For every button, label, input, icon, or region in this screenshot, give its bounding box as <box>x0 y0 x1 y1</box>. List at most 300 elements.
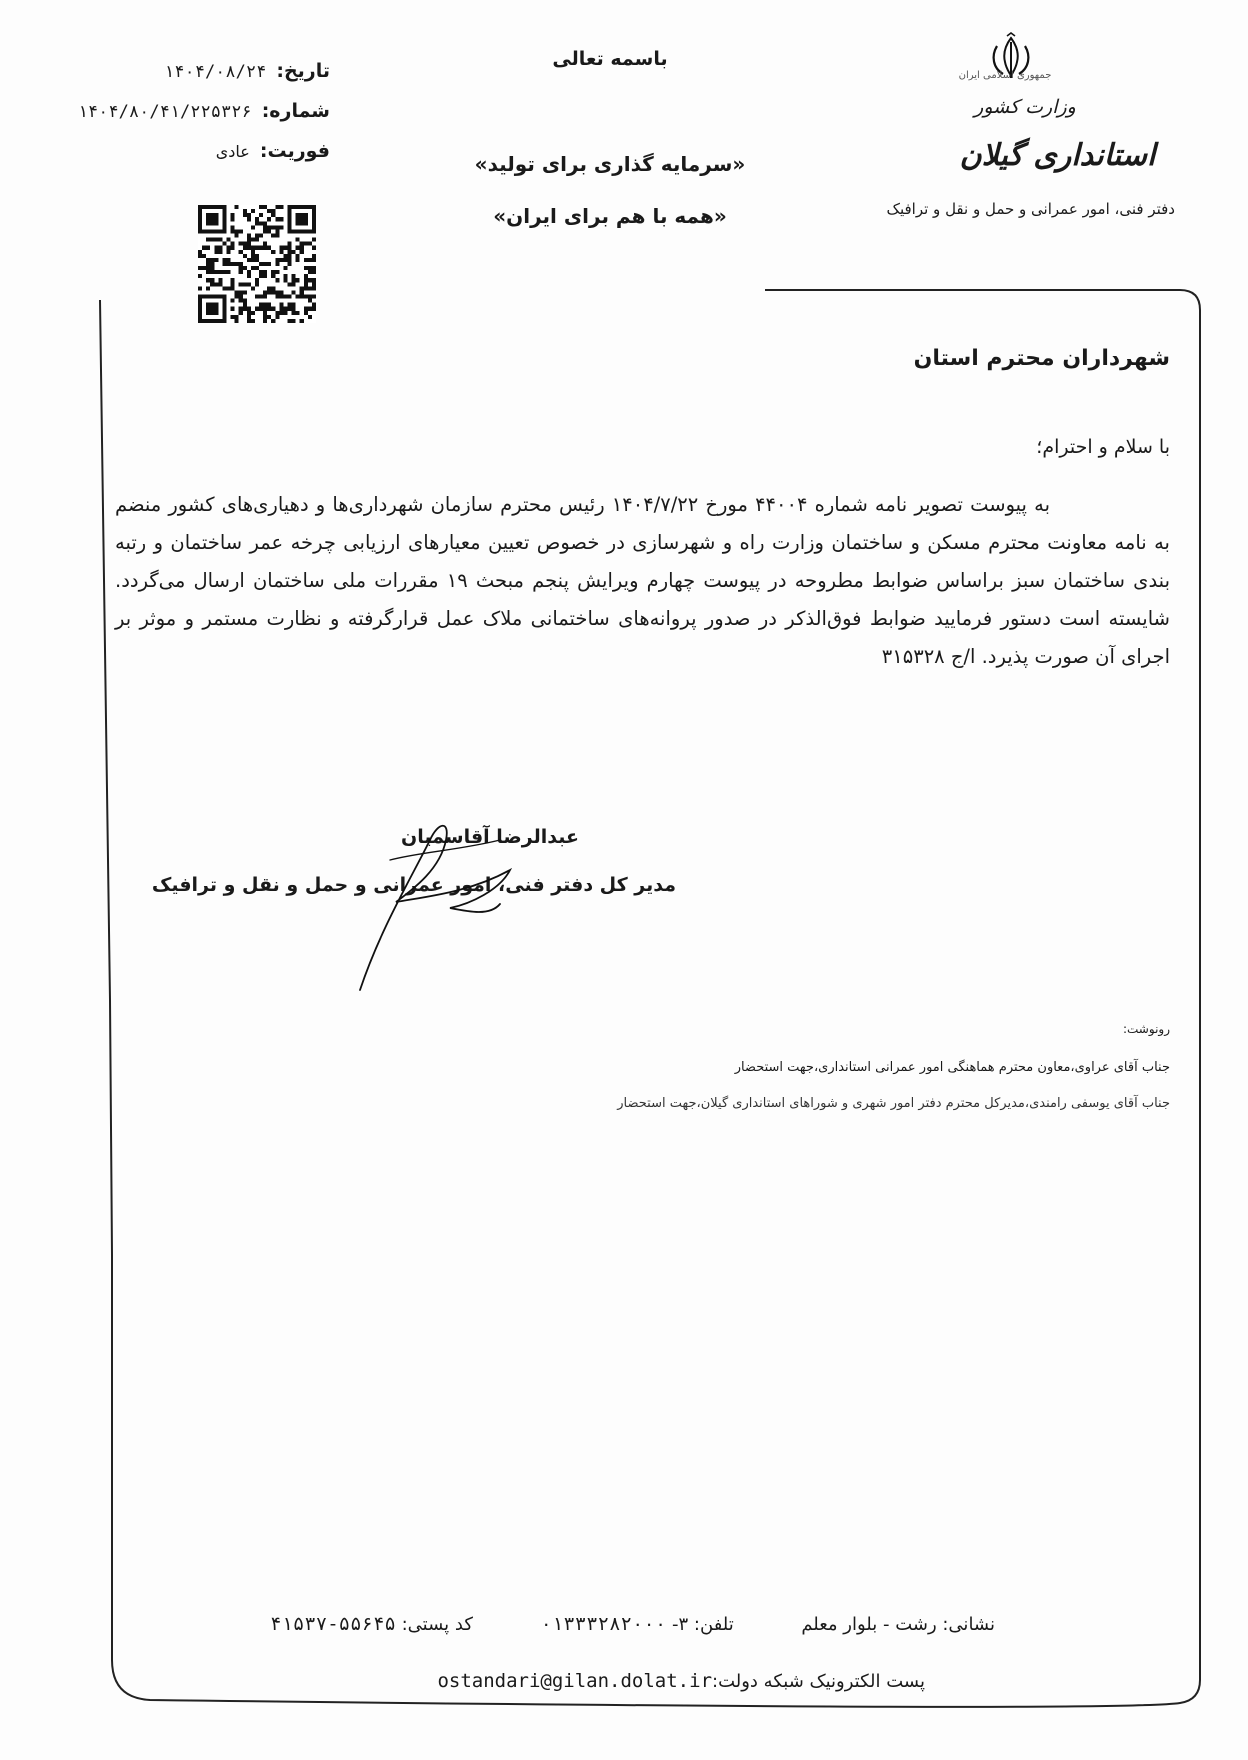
qr-module <box>243 299 247 303</box>
qr-module <box>300 246 304 250</box>
qr-module <box>271 307 275 311</box>
qr-module <box>231 242 235 246</box>
email-label: پست الکترونیک شبکه دولت: <box>712 1671 925 1692</box>
qr-module <box>271 290 275 294</box>
qr-module <box>308 242 312 246</box>
qr-module <box>279 258 283 262</box>
qr-module <box>308 266 312 270</box>
qr-module <box>259 233 263 237</box>
qr-module <box>251 246 255 250</box>
handwritten-signature <box>300 800 560 1000</box>
qr-module <box>312 266 316 270</box>
qr-module <box>231 262 235 266</box>
qr-module <box>239 262 243 266</box>
qr-module <box>247 213 251 217</box>
qr-module <box>210 278 214 282</box>
qr-module <box>296 278 300 282</box>
qr-module <box>279 307 283 311</box>
qr-module <box>243 290 247 294</box>
footer-address-row <box>270 1613 995 1635</box>
qr-module <box>304 311 308 315</box>
qr-module <box>214 270 218 274</box>
qr-module <box>296 246 300 250</box>
qr-module <box>243 209 247 213</box>
qr-module <box>275 205 279 209</box>
qr-module <box>206 258 210 262</box>
qr-module <box>292 250 296 254</box>
qr-module <box>263 311 267 315</box>
number-value: ۱۴۰۴/۸۰/۴۱/۲۲۵۳۲۶ <box>77 102 252 122</box>
qr-module <box>259 262 263 266</box>
qr-module <box>259 213 263 217</box>
cc-label: رونوشت: <box>1122 1022 1170 1036</box>
qr-module <box>235 319 239 323</box>
qr-module <box>267 262 271 266</box>
qr-module <box>251 225 255 229</box>
slogan-production: «سرمایه گذاری برای تولید» <box>474 152 746 176</box>
qr-module <box>279 225 283 229</box>
qr-module <box>279 303 283 307</box>
qr-module <box>231 217 235 221</box>
qr-code-icon <box>198 205 316 323</box>
qr-module <box>267 229 271 233</box>
qr-module <box>255 254 259 258</box>
qr-module <box>263 242 267 246</box>
qr-module <box>214 238 218 242</box>
qr-module <box>312 254 316 258</box>
qr-module <box>247 258 251 262</box>
qr-module <box>251 250 255 254</box>
qr-module <box>283 311 287 315</box>
qr-module <box>300 290 304 294</box>
qr-module <box>218 278 222 282</box>
qr-module <box>263 274 267 278</box>
priority-label: فوریت: <box>259 140 330 162</box>
qr-module <box>235 262 239 266</box>
qr-module <box>206 246 210 250</box>
qr-module <box>218 238 222 242</box>
qr-module <box>255 217 259 221</box>
qr-module <box>247 217 251 221</box>
qr-module <box>214 258 218 262</box>
qr-module <box>231 229 235 233</box>
qr-module <box>226 286 230 290</box>
qr-module <box>243 242 247 246</box>
qr-module <box>288 242 292 246</box>
qr-module <box>231 299 235 303</box>
address: نشانی: رشت - بلوار معلم <box>801 1614 995 1635</box>
priority-value: عادی <box>215 142 250 161</box>
qr-module <box>231 278 235 282</box>
qr-module <box>288 282 292 286</box>
qr-module <box>255 278 259 282</box>
qr-module <box>267 290 271 294</box>
qr-module <box>206 238 210 242</box>
qr-module <box>312 303 316 307</box>
qr-module <box>267 225 271 229</box>
qr-module <box>226 250 230 254</box>
qr-module <box>214 282 218 286</box>
qr-module <box>263 262 267 266</box>
qr-module <box>255 246 259 250</box>
qr-module <box>259 246 263 250</box>
qr-module <box>308 278 312 282</box>
qr-module <box>226 246 230 250</box>
qr-module <box>255 233 259 237</box>
qr-module <box>222 270 226 274</box>
qr-module <box>304 307 308 311</box>
qr-module <box>275 229 279 233</box>
qr-module <box>292 319 296 323</box>
qr-module <box>243 282 247 286</box>
qr-module <box>255 266 259 270</box>
qr-module <box>202 246 206 250</box>
qr-module <box>271 250 275 254</box>
qr-module <box>231 213 235 217</box>
qr-module <box>296 311 300 315</box>
qr-module <box>308 258 312 262</box>
qr-module <box>259 307 263 311</box>
qr-module <box>251 286 255 290</box>
qr-module <box>275 311 279 315</box>
qr-module <box>263 307 267 311</box>
qr-module <box>222 242 226 246</box>
qr-module <box>226 238 230 242</box>
qr-module <box>210 282 214 286</box>
qr-module <box>251 319 255 323</box>
qr-module <box>247 238 251 242</box>
qr-module <box>263 315 267 319</box>
qr-module <box>300 286 304 290</box>
qr-module <box>312 270 316 274</box>
qr-module <box>259 303 263 307</box>
qr-module <box>271 286 275 290</box>
qr-module <box>214 246 218 250</box>
qr-module <box>255 221 259 225</box>
qr-module <box>283 246 287 250</box>
qr-module <box>259 270 263 274</box>
qr-module <box>263 221 267 225</box>
qr-module <box>247 315 251 319</box>
qr-module <box>218 246 222 250</box>
date-label: تاریخ: <box>276 60 330 82</box>
qr-module <box>271 209 275 213</box>
number-row <box>60 100 330 140</box>
qr-module <box>312 238 316 242</box>
qr-module <box>243 246 247 250</box>
qr-module <box>239 270 243 274</box>
qr-module <box>288 254 292 258</box>
qr-module <box>210 238 214 242</box>
qr-module <box>279 290 283 294</box>
qr-module <box>206 266 210 270</box>
qr-module <box>235 229 239 233</box>
qr-module <box>308 295 312 299</box>
cc-item: جناب آقای یوسفی رامندی،مدیرکل محترم دفتر امور شهری و شوراهای استانداری گیلان،جهت استحضار <box>617 1096 1170 1111</box>
qr-module <box>288 319 292 323</box>
qr-module <box>218 270 222 274</box>
recipient: شهرداران محترم استان <box>913 346 1170 371</box>
qr-module <box>255 307 259 311</box>
qr-module <box>235 295 239 299</box>
qr-module <box>251 209 255 213</box>
qr-module <box>288 303 292 307</box>
postal-value: ۴۱۵۳۷-۵۵۶۴۵ <box>270 1613 396 1635</box>
qr-module <box>247 233 251 237</box>
qr-module <box>251 311 255 315</box>
qr-module <box>271 319 275 323</box>
qr-module <box>206 213 218 225</box>
qr-module <box>263 295 267 299</box>
qr-module <box>304 286 308 290</box>
org-small-line: جمهوری اسلامی ایران <box>958 70 1052 81</box>
qr-module <box>198 254 202 258</box>
priority-row <box>60 140 330 180</box>
qr-module <box>275 262 279 266</box>
qr-module <box>243 213 247 217</box>
postal-label: کد پستی: <box>401 1614 473 1635</box>
qr-module <box>267 307 271 311</box>
signer-name: عبدالرضا آقاسمیان <box>401 826 579 848</box>
signer-title: مدیر کل دفتر فنی، امور عمرانی و حمل و نقل و ترافیک <box>151 874 676 896</box>
phone-label: تلفن: ۳- <box>672 1614 734 1635</box>
qr-module <box>239 229 243 233</box>
qr-module <box>292 290 296 294</box>
qr-module <box>283 307 287 311</box>
qr-module <box>198 250 202 254</box>
qr-module <box>288 307 292 311</box>
qr-module <box>255 238 259 242</box>
qr-module <box>251 266 255 270</box>
qr-module <box>300 319 304 323</box>
qr-module <box>263 225 267 229</box>
organization-name: استانداری گیلان <box>959 138 1156 173</box>
qr-module <box>206 262 210 266</box>
number-label: شماره: <box>261 100 330 122</box>
qr-module <box>259 274 263 278</box>
qr-module <box>235 315 239 319</box>
qr-module <box>247 246 251 250</box>
qr-module <box>247 242 251 246</box>
qr-module <box>275 295 279 299</box>
qr-module <box>279 217 283 221</box>
qr-module <box>231 286 235 290</box>
qr-module <box>288 262 292 266</box>
qr-module <box>283 295 287 299</box>
qr-module <box>206 270 210 274</box>
qr-module <box>259 221 263 225</box>
qr-module <box>263 319 267 323</box>
date-row <box>60 60 330 100</box>
qr-module <box>243 254 247 258</box>
qr-module <box>283 274 287 278</box>
qr-module <box>247 307 251 311</box>
qr-module <box>239 311 243 315</box>
qr-module <box>312 295 316 299</box>
qr-module <box>300 295 304 299</box>
qr-module <box>210 266 214 270</box>
qr-module <box>304 258 308 262</box>
qr-module <box>255 295 259 299</box>
qr-module <box>239 250 243 254</box>
qr-module <box>288 295 292 299</box>
qr-module <box>231 315 235 319</box>
cc-item: جناب آقای عراوی،معاون محترم هماهنگی امور عمرانی استانداری،جهت استحضار <box>734 1060 1170 1075</box>
qr-module <box>288 250 292 254</box>
qr-module <box>312 278 316 282</box>
qr-module <box>279 205 283 209</box>
qr-module <box>275 217 279 221</box>
qr-module <box>235 290 239 294</box>
qr-module <box>292 303 296 307</box>
qr-module <box>263 205 267 209</box>
slogan-unity: «همه با هم برای ایران» <box>493 204 727 228</box>
department-name: دفتر فنی، امور عمرانی و حمل و نقل و ترافیک <box>886 200 1175 218</box>
qr-module <box>304 266 308 270</box>
qr-module <box>239 282 243 286</box>
qr-module <box>226 258 230 262</box>
basmala: باسمه تعالی <box>552 48 668 70</box>
qr-module <box>275 225 279 229</box>
qr-module <box>275 315 279 319</box>
qr-module <box>312 246 316 250</box>
date-value: ۱۴۰۴/۰۸/۲۴ <box>164 62 267 82</box>
qr-module <box>283 266 287 270</box>
qr-module <box>263 246 267 250</box>
qr-module <box>304 278 308 282</box>
qr-module <box>288 246 292 250</box>
qr-module <box>304 274 308 278</box>
qr-module <box>239 299 243 303</box>
qr-module <box>267 303 271 307</box>
qr-module <box>243 266 247 270</box>
qr-module <box>279 250 283 254</box>
phone-value: ۰۱۳۳۳۲۸۲۰۰۰ <box>540 1613 667 1635</box>
qr-module <box>279 295 283 299</box>
qr-module <box>296 254 300 258</box>
qr-module <box>271 270 275 274</box>
qr-module <box>198 274 202 278</box>
qr-module <box>275 290 279 294</box>
qr-module <box>202 254 206 258</box>
qr-module <box>210 270 214 274</box>
qr-module <box>202 266 206 270</box>
postal-code <box>270 1613 473 1635</box>
qr-module <box>239 266 243 270</box>
qr-module <box>292 311 296 315</box>
qr-module <box>296 295 300 299</box>
qr-module <box>308 299 312 303</box>
qr-module <box>312 282 316 286</box>
qr-module <box>247 274 251 278</box>
qr-module <box>206 286 210 290</box>
phone <box>540 1613 733 1635</box>
qr-module <box>206 303 218 315</box>
qr-module <box>231 246 235 250</box>
qr-module <box>283 278 287 282</box>
qr-module <box>255 282 259 286</box>
qr-module <box>300 250 304 254</box>
qr-module <box>247 319 251 323</box>
qr-module <box>247 282 251 286</box>
footer-email-row <box>410 1670 925 1692</box>
qr-module <box>292 274 296 278</box>
qr-module <box>304 282 308 286</box>
qr-module <box>222 262 226 266</box>
qr-module <box>288 258 292 262</box>
qr-module <box>304 242 308 246</box>
qr-module <box>231 225 235 229</box>
qr-module <box>312 258 316 262</box>
qr-module <box>251 258 255 262</box>
qr-module <box>243 303 247 307</box>
qr-module <box>263 290 267 294</box>
qr-module <box>210 262 214 266</box>
qr-module <box>304 295 308 299</box>
qr-module <box>267 315 271 319</box>
qr-module <box>267 209 271 213</box>
qr-module <box>267 217 271 221</box>
letter-body: به پیوست تصویر نامه شماره ۴۴۰۰۴ مورخ ۱۴۰۴/۷/۲۲ رئیس محترم سازمان شهرداری‌ها و دهیاری‌های کشور منضم به نامه معاونت محترم مسکن و ساختمان وزارت راه و شهرسازی در خصوص تعیین معیارهای ارزیابی چرخه عمر ساختمان و رتبه بندی ساختمان سبز براساس ضوابط مطروحه در پیوست چهارم ویرایش پنجم مبحث ۱۹ مقررات ملی ساختمان ارسال می‌گردد. شایسته است دستور فرمایید ضوابط فوق‌الذکر در صدور پروانه‌های ساختمانی ملاک عمل قرارگرفته و نظارت مستمر و موثر بر اجرای آن صورت پذیرد. ا/ج ۳۱۵۳۲۸ <box>115 493 1170 668</box>
qr-module <box>206 278 210 282</box>
qr-module <box>210 258 214 262</box>
qr-module <box>226 262 230 266</box>
qr-module <box>267 246 271 250</box>
qr-module <box>271 233 275 237</box>
qr-module <box>251 254 255 258</box>
qr-module <box>296 238 300 242</box>
qr-module <box>296 213 308 225</box>
qr-module <box>267 286 271 290</box>
qr-module <box>275 278 279 282</box>
qr-module <box>247 311 251 315</box>
qr-module <box>271 225 275 229</box>
qr-module <box>292 282 296 286</box>
qr-module <box>312 307 316 311</box>
qr-module <box>222 258 226 262</box>
qr-module <box>292 307 296 311</box>
qr-module <box>263 270 267 274</box>
qr-module <box>239 290 243 294</box>
qr-module <box>292 278 296 282</box>
qr-module <box>308 270 312 274</box>
qr-module <box>308 286 312 290</box>
qr-module <box>243 307 247 311</box>
qr-module <box>308 307 312 311</box>
qr-module <box>275 270 279 274</box>
qr-module <box>235 233 239 237</box>
qr-module <box>312 286 316 290</box>
email-value: ostandari@gilan.dolat.ir <box>437 1670 713 1692</box>
qr-module <box>308 315 312 319</box>
qr-module <box>300 242 304 246</box>
qr-module <box>218 282 222 286</box>
qr-module <box>279 246 283 250</box>
qr-module <box>275 233 279 237</box>
qr-module <box>231 282 235 286</box>
qr-module <box>271 274 275 278</box>
qr-module <box>263 303 267 307</box>
qr-module <box>283 254 287 258</box>
qr-module <box>198 266 202 270</box>
qr-module <box>198 286 202 290</box>
qr-module <box>255 258 259 262</box>
qr-module <box>271 213 275 217</box>
qr-module <box>275 258 279 262</box>
salutation: با سلام و احترام؛ <box>1036 436 1170 458</box>
qr-module <box>222 286 226 290</box>
qr-module <box>259 205 263 209</box>
